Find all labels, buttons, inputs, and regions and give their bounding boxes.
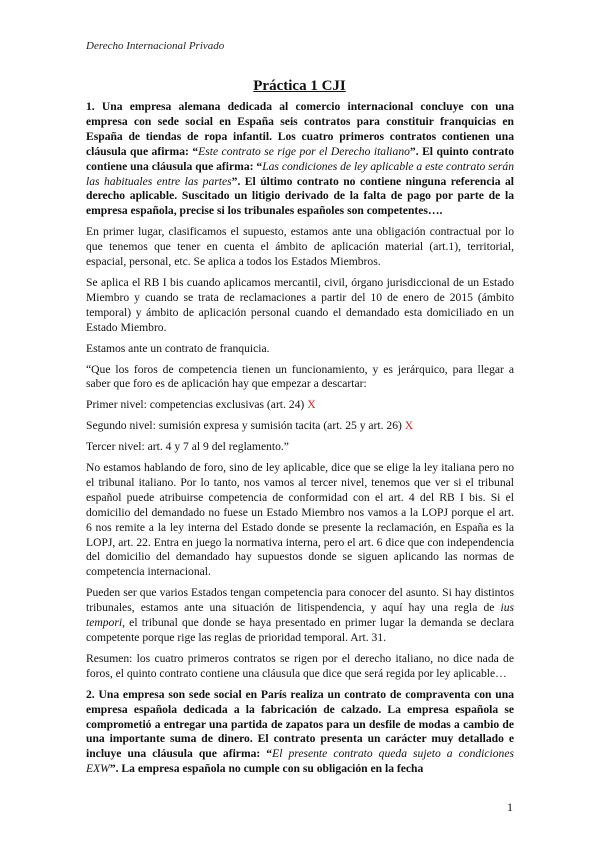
summary-paragraph: Resumen: los cuatro primeros contratos se rigen por el derecho italiano, no dice nada de foros, el quinto contrato contiene una cláusula que dice que será regida por ley aplicable… xyxy=(86,651,514,680)
level-2-line: Segundo nivel: sumisión expresa y sumisión tacita (art. 25 y art. 26) X xyxy=(86,419,414,433)
answer-paragraph-2: Se aplica el RB I bis cuando aplicamos mercantil, civil, órgano jurisdiccional de un Estado Miembro y cuando se trata de reclamaciones a partir del 10 de enero de 2015 (ámbito temporal) y ámbito de aplicación personal cuando el demandado esta domiciliado en un Estado Miembro. xyxy=(86,275,514,334)
running-header: Derecho Internacional Privado xyxy=(86,40,225,52)
question-1: 1. Una empresa alemana dedicada al comercio internacional concluye con una empresa con sede social en España seis contratos para constituir franquicias en España de tiendas de ropa infantil. Los cuatro primeros contratos contienen una cláusula que afirma: “Este contrato se rige por el Derecho italiano”. El quinto contrato contiene una cláusula que afirma: “Las condiciones de ley aplicable a este contrato serán las habituales entre las partes”. El último contrato no contiene ninguna referencia al derecho aplicable. Suscitado un litigio derivado de la falta de pago por parte de la empresa española, precise si los tribunales españoles son competentes…. xyxy=(86,100,515,218)
cross-mark: X xyxy=(404,419,414,433)
answer-paragraph-3: Estamos ante un contrato de franquicia. xyxy=(86,341,270,355)
page-title: Práctica 1 CJI xyxy=(253,78,346,94)
document-body xyxy=(86,100,514,783)
level-3-line: Tercer nivel: art. 4 y 7 al 9 del reglamento.” xyxy=(86,440,289,454)
question-2: 2. Una empresa son sede social en París realiza un contrato de compraventa con una empresa española dedicada a la fabricación de calzado. La empresa española se comprometió a entregar una partida de zapatos para un desfile de modas a cambio de una importante suma de dinero. El contrato presenta un carácter muy detallado e incluye una cláusula que afirma: “El presente contrato queda sujeto a condiciones EXW”. La empresa española no cumple con su obligación en la fecha xyxy=(86,687,514,776)
cross-mark: X xyxy=(307,398,316,412)
answer-paragraph-6: Pueden ser que varios Estados tengan competencia para conocer del asunto. Si hay distintos tribunales, estamos ante una situación de litispendencia, y aquí hay una regla de ius tempori, el tribunal que donde se haya presentado en primer lugar la demanda se declara competente porque rige las reglas de prioridad temporal. Art. 31. xyxy=(86,586,514,644)
page-number: 1 xyxy=(507,800,513,814)
level-1-line: Primer nivel: competencias exclusivas (art. 24) X xyxy=(86,398,316,412)
answer-paragraph-4: “Que los foros de competencia tienen un funcionamiento, y es jerárquico, para llegar a saber que foro es de aplicación hay que empezar a descartar: xyxy=(86,362,514,391)
answer-paragraph-5: No estamos hablando de foro, sino de ley aplicable, dice que se elige la ley italiana pero no el tribunal italiano. Por lo tanto, nos vamos al tercer nivel, tenemos que ver si el tribunal español puede atribuirse competencia de conformidad con el art. 4 del RB I bis. Si el domicilio del demandado no fuese un Estado Miembro nos vamos a la LOPJ porque el art. 6 nos remite a la ley interna del Estado donde se presente la reclamación, en España es la LOPJ, art. 22. Entra en juego la normativa interna, pero el art. 6 dice que con independencia del domicilio del demandado hay supuestos donde se siguen aplicando las normas de competencia internacional. xyxy=(86,461,514,579)
answer-paragraph-1: En primer lugar, clasificamos el supuesto, estamos ante una obligación contractual por lo que tenemos que tener en cuenta el ámbito de aplicación material (art.1), territorial, espacial, personal, etc. Se aplica a todos los Estados Miembros. xyxy=(86,225,514,269)
